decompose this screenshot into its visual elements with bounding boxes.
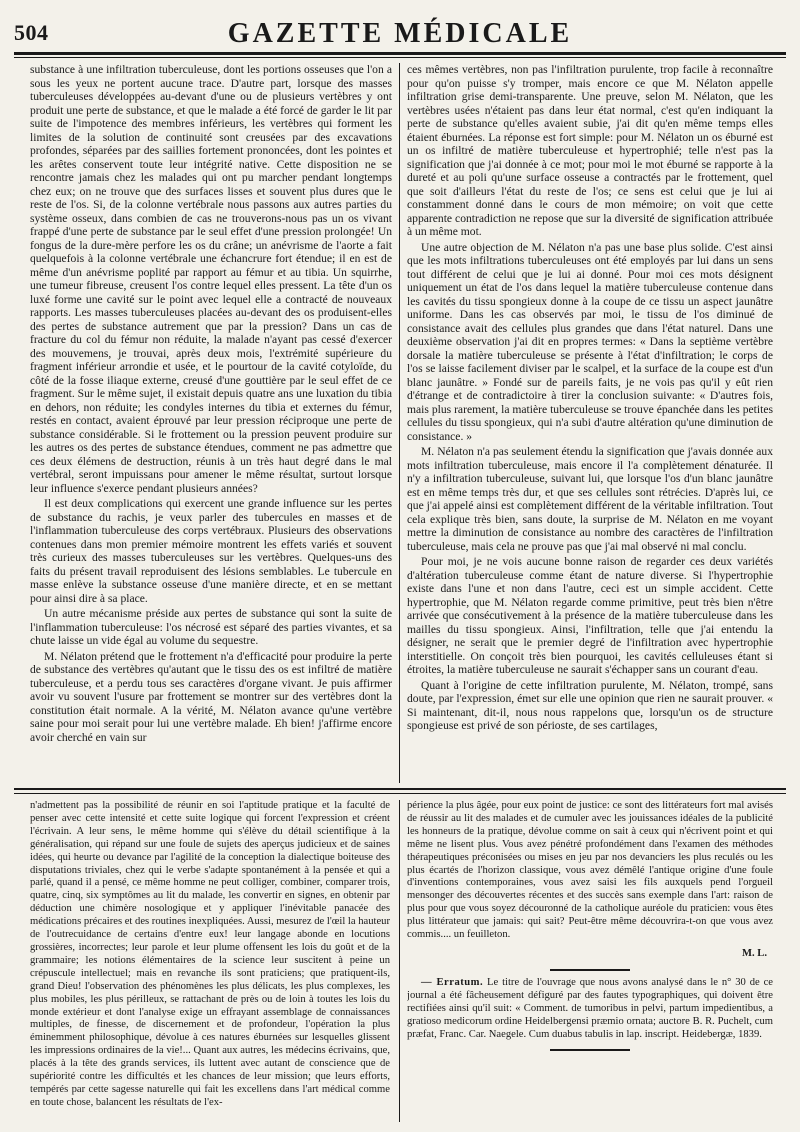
feuilleton-separator: [399, 800, 400, 1122]
right-column: [407, 63, 773, 781]
journal-title: GAZETTE MÉDICALE: [227, 18, 573, 49]
feuilleton-text: n'admettent pas la possibilité de réunir en soi l'aptitude pratique et la faculté de penser avec cette intensité et cette suite logique qui forcent l'expression et créent l'écrivain. A leur sens, le même homme qui s'élève du détail scientifique à la généralisation, qui répand sur une foule de sujets des aperçus judicieux et de saines idées, qui heurte ou devance par l'agilité de la conception la dialectique boiteuse des disputations triviales, chez qui le verbe s'adapte spontanément à la pensée et qui a parlé, quand il a pensé, ce même homme ne peut colliger, combiner, comparer trois, quatre, cinq, six symptômes au lit du malade, les convertir en signes, en obtenir par déduction une chimère nosologique et y appliquer l'inévitable panacée des médications précaires et des routines inexpliquées. Aussi, mesurez de l'œil la hauteur de l'outrecuidance de certains d'entre eux! leur langage abonde en locutions grossières, incorrectes; leur parole et leur plume offensent les lois du goût et de la grammaire; les notions élémentaires de la science leur suscitent à peine un crépuscule intellectuel; mais en revanche ils sont praticiens; que pratiquent-ils, grand Dieu! l'observation des phénomènes les plus délicats, les plus complexes, les plus mobiles, les plus périlleux, se rattachant de près ou de loin à toutes les lois du monde extérieur et dont l'analyse exige un effrayant assemblage de connaissances multiples, de finesse, de discernement et de profondeur, l'opération la plus éminemment philosophique, dévolue à ces natures éburnées sur lesquelles glissent les impressions ordinaires de la vie!... Quant aux autres, les médecins écrivains, que, placés à la tête des grands services, ils luttent avec autant de conscience que de supériorité contre les difficultés et les chances de leur mission; que leurs efforts, tempérés par cette sagesse naturelle qui fait les excellens dans l'art médical comme en toute chose, balancent les résultats de l'ex-: [30, 800, 390, 1108]
page-header: [14, 14, 786, 50]
feuilleton-text: périence la plus âgée, pour eux point de justice: ce sont des littérateurs fort mal avisés de réussir au lit des malades et de cumuler avec les jouissances idéales de la publicité les honneurs de la pratique, dévolue comme on sait à ceux qui n'écrivent point et qui même ne lisent plus. Vous avez pénétré profondément dans l'examen des méthodes thérapeutiques préconisées ou mises en jeu par nos devanciers les plus reculés ou les plus écartés de l'horizon classique, vous avez démêlé l'antique origine d'une foule d'inventions contemporaines, vous avez saisi les fils auxquels pend l'orgueil mensonger des découvertes récentes et des succès sans exemple dans l'art: raison de plus pour que vous soyez découronné de la catholique auréole du praticien: vous êtes plus littérateur que jamais: qui sait? Peut-être même découvrira-t-on que vous avez commis.... un feuilleton.: [407, 800, 773, 941]
feuilleton-right-column: [407, 800, 773, 1122]
left-paragraph: substance à une infiltration tuberculeuse, dont les portions osseuses que l'on a sous les yeux ne portent aucune trace. D'autre part, lorsque des masses tuberculeuses développées au-devant d'une ou de plusieurs vertèbres y ont produit une perte de substance, et que le malade a été forcé de garder le lit par suite de l'impotence des membres inférieurs, les vertèbres qui forment les limites de la solution de continuité sont creusées par des excavations profondes, séparées par des saillies fortement prononcées, dont les pointes et les arêtes conservent toute leur intégrité native. Cette disposition ne se rencontre jamais chez les malades qui ont pu marcher pendant longtemps chez eux; on ne trouve que des surfaces lisses et souvent plus dures que le reste de l'os. Si, de la colonne vertébrale nous passons aux autres parties du système osseux, dans combien de cas ne trouverons-nous pas un os vivant frappé d'une perte de substance par le seul effet d'une pression prolongée! Un fongus de la dure-mère perfore les os du crâne; un anévrisme de l'aorte a fait quelquefois à la colonne vertébrale une échancrure fort étendue; il en est de même d'un anévrisme poplité par rapport au fémur et au tibia. Un squirrhe, une tumeur fibreuse, creusent l'os contre lequel elles pressent. La tête d'un os luxé forme une cavité sur le point avec lequel elle a contracté de nouveaux rapports. Les masses tuberculeuses placées au-devant des os produisent-elles des pertes de substance autrement que par la pression? Dans un cas de fracture du col du fémur non réduite, la malade n'ayant pas cessé d'exercer des mouvemens, je trouvai, après deux mois, l'extrémité supérieure du fragment inférieur arrondie et usée, et le pourtour de la cavité cotyloïde, du côté de la fosse iliaque externe, creusé d'une gouttière par le seul effet de ce fragment. Sur le même sujet, il existait depuis quatre ans une luxation du tibia en dehors, non réduite; les condyles internes du tibia et externes du fémur, restés en contact, avaient éprouvé par leur pression réciproque une perte de substance considérable. Si le frottement ou la pression peuvent produire sur les autres os des pertes de substance étendues, comment ne pas admettre que ces deux élémens de destruction, réunis à un très haut degré dans le mal vertébral, seront impuissans pour amener le même résultat, surtout lorsque leur influence s'exerce pendant plusieurs années?: [30, 63, 392, 495]
author-signature: M. L.: [741, 947, 767, 959]
left-paragraph: Il est deux complications qui exercent une grande influence sur les pertes de substance du rachis, je veux parler des tubercules en masses et de l'inflammation tuberculeuse des corps vertébraux. Plusieurs des observations contenues dans mon premier mémoire montrent les effets variés et souvent très curieux des masses tuberculeuses sur les vertèbres. Quelques-uns des faits du présent travail reproduisent des lésions semblables. Le tubercule en masse enlève la substance osseuse d'une manière directe, et en se mettant pour ainsi dire à sa place.: [30, 497, 392, 605]
header-rule-thin: [14, 57, 786, 58]
header-rule: [14, 52, 786, 55]
end-divider: [550, 1049, 630, 1051]
left-column: [30, 63, 392, 781]
right-paragraph: Une autre objection de M. Nélaton n'a pas une base plus solide. C'est ainsi que les mots infiltrations tuberculeuses ont été employés par lui dans un sens tout différent de celui que je lui ai donné. Pour moi ces mots désignent uniquement un état de l'os dans lequel la matière tuberculeuse contenue dans les cavités du tissu spongieux donne à la coupe de ce tissu un aspect jaunâtre uniforme. Dans les cas observés par moi, le tissu de l'os diminué de consistance avait des cellules plus grandes que dans l'état naturel. Dans une deuxième observation j'ai dit en propres termes: « Dans la septième vertèbre dorsale la matière tuberculeuse se présente à l'état d'infiltration; le corps de l'os se laisse facilement diviser par le scalpel, et la surface de la coupe est d'un blanc jaunâtre. » Fondé sur de pareils faits, je ne vois pas qu'il y eût rien d'étrange et de contradictoire à tirer la conclusion suivante: « D'autres fois, mais plus rarement, la matière tuberculeuse se trouve épanchée dans les petites cellules du tissu spongieux, qui n'a subi d'autre altération qu'une diminution de consistance. »: [407, 240, 773, 443]
erratum-paragraph: [407, 977, 773, 1042]
right-paragraph: M. Nélaton n'a pas seulement étendu la signification que j'avais donnée aux mots infiltration tuberculeuse, mais encore il l'a complètement dénaturée. Il n'y a infiltration tuberculeuse, suivant lui, que lorsque l'os d'un blanc jaunâtre est en même temps très dur, et que ses cellules sont rétrécies. D'après lui, ce que j'ai appelé ainsi est complètement différent de la véritable infiltration. Tout cela explique très bien, sans doute, la surprise de M. Nélaton en me voyant mettre la diminution de consistance au nombre des caractères de l'infiltration tuberculeuse, mais cela ne prouve pas que j'ai mal observé ni mal conclu.: [407, 445, 773, 553]
feuilleton-rule-thin: [14, 793, 786, 794]
right-paragraph: ces mêmes vertèbres, non pas l'infiltration purulente, trop facile à reconnaître pour qu'on puisse s'y tromper, mais encore ce que M. Nélaton appelle infiltration grise demi-transparente. Une preuve, selon M. Nélaton, que les vertèbres usées n'étaient pas dans leur état normal, c'est qu'en indiquant la perte de substance qu'elles avaient subie, j'ai dit qu'en même temps elles étaient éburnées. La réponse est fort simple: pour M. Nélaton un os éburné est un os infiltré de matière tuberculeuse et hypertrophié; telle n'est pas la signification que j'ai donnée à ce mot; pour moi le mot éburné se rapporte à la dureté et au poli qu'une surface osseuse a contractés par le frottement, quel que soit d'ailleurs l'état du reste de l'os; ce sens est celui que je lui ai constamment donné dans le cours de mon mémoire; on voit que cette apparente contradiction ne repose que sur la diversité de signification attribuée à un même mot.: [407, 63, 773, 238]
left-paragraph: Un autre mécanisme préside aux pertes de substance qui sont la suite de l'inflammation tuberculeuse: l'os nécrosé est séparé des parties vivantes, et sa chute laisse un vide égal au volume du sequestre.: [30, 607, 392, 647]
right-paragraph: Pour moi, je ne vois aucune bonne raison de regarder ces deux variétés d'altération tuberculeuse comme étant de nature diverse. Si l'hypertrophie existe dans l'une et non dans l'autre, ceci est un simple accident. Cette hypertrophie, que M. Nélaton regarde comme primitive, peut très bien n'être arrivée que consécutivement à la présence de la matière tuberculeuse dans les mailles du tissu spongieux. Ainsi, l'infiltration, telle que j'ai entendu la désigner, ne serait que le premier degré de l'infiltration avec hypertrophie interstitielle. On conçoit très bien pourquoi, les cavités celluleuses étant si étroites, la matière tuberculeuse ne saurait s'échapper sans un courant d'eau.: [407, 555, 773, 676]
feuilleton-rule: [14, 788, 786, 790]
section-divider: [550, 969, 630, 971]
erratum-label: — Erratum.: [421, 976, 484, 988]
right-paragraph: Quant à l'origine de cette infiltration purulente, M. Nélaton, trompé, sans doute, par l'expression, émet sur elle une opinion que rien ne saurait prouver. « Si maintenant, dit-il, nous nous rappelons que, lorsqu'un os de structure spongieuse est privé de son périoste, de ses cartilages,: [407, 678, 773, 732]
feuilleton-left-column: [30, 800, 390, 1122]
page-number: 504: [14, 20, 49, 45]
left-paragraph: M. Nélaton prétend que le frottement n'a d'efficacité pour produire la perte de substance des vertèbres qu'autant que le tissu des os est infiltré de matière tuberculeuse, et a perdu tous ses caractères d'organe vivant. Je puis affirmer avoir vu souvent l'usure par frottement se montrer sur des vertèbres dont la constitution était normale. A la vérité, M. Nélaton avance qu'une vertèbre saine pour moi serait pour lui une vertèbre malade. Eh bien! j'affirme encore avoir cherché en vain sur: [30, 649, 392, 744]
column-separator: [399, 63, 400, 783]
erratum-text: Le titre de l'ouvrage que nous avons analysé dans le n° 30 de ce journal a été fâcheusement défiguré par des fautes typographiques, qui doivent être rectifiées ainsi qu'il suit: « Comment. de tumoribus in pelvi, partum impedientibus, a gratioso medicorum ordine Heidelbergensi præmio ornata; auctore B. R. Puchelt, cum præfat, Franc. Car. Naegele. Cum duabus tabulis in lap. inscript. Heidebergæ, 1839.: [407, 976, 773, 1040]
